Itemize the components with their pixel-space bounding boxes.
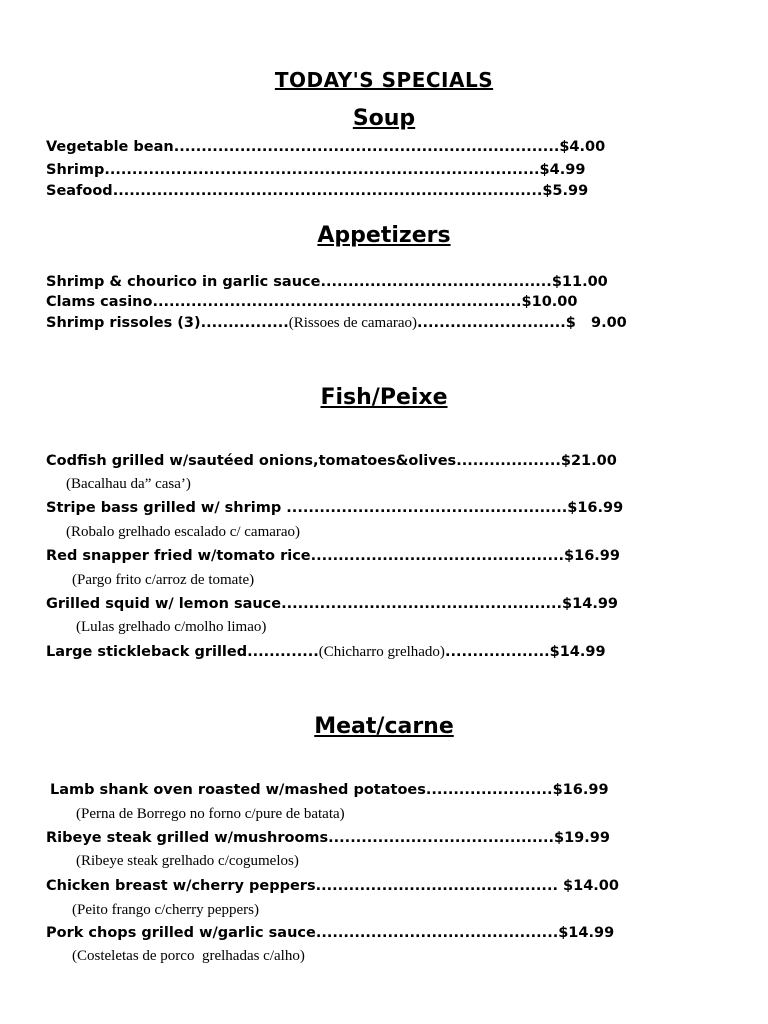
menu-item-stripe-bass (46, 498, 720, 518)
item-name: Shrimp (46, 162, 105, 178)
menu-item-shrimp (46, 160, 720, 180)
item-name: Lamb shank oven roasted w/mashed potatoes (50, 782, 426, 798)
item-name: Large stickleback grilled (46, 644, 248, 660)
item-price: $19.99 (554, 830, 610, 846)
item-price: $16.99 (564, 548, 620, 564)
item-translation-grilled-squid: (Lulas grelhado c/molho limao) (76, 619, 267, 635)
item-translation-red-snapper: (Pargo frito c/arroz de tomate) (72, 572, 255, 588)
section-heading-appetizers: Appetizers (317, 223, 451, 248)
item-name: Codfish grilled w/sautéed onions,tomatoes&olives (46, 453, 457, 469)
item-name: Red snapper fried w/tomato rice (46, 548, 311, 564)
item-price: $5.99 (542, 183, 589, 199)
item-name: Shrimp & chourico in garlic sauce (46, 274, 321, 290)
item-translation-chicken-breast: (Peito frango c/cherry peppers) (72, 902, 260, 918)
item-name: Stripe bass grilled w/ shrimp (46, 500, 287, 516)
item-price: $21.00 (560, 453, 617, 469)
menu-item-vegetable-bean (46, 137, 720, 157)
item-translation-lamb-shank: (Perna de Borrego no forno c/pure de batata) (76, 806, 345, 822)
item-name: Clams casino (46, 294, 153, 310)
item-translation: (Chicharro grelhado) (318, 644, 445, 660)
item-price: $14.99 (549, 644, 606, 660)
menu-item-chicken-breast (46, 876, 720, 896)
item-price: $14.00 (557, 878, 619, 894)
menu-item-large-stickleback (46, 642, 720, 662)
leader-dots: .............................................. (310, 548, 565, 564)
menu-item-shrimp-chourico (46, 272, 720, 292)
item-translation-ribeye-steak: (Ribeye steak grelhado c/cogumelos) (76, 853, 299, 869)
leader-dots: ......................................... (328, 830, 554, 846)
menu-item-ribeye-steak (46, 828, 720, 848)
item-price: $14.99 (562, 596, 619, 612)
leader-dots: ................... (444, 644, 550, 660)
item-name: Chicken breast w/cherry peppers (46, 878, 316, 894)
item-price: $11.00 (551, 274, 608, 290)
item-price: $14.99 (558, 925, 615, 941)
section-heading-fish: Fish/Peixe (320, 385, 448, 410)
item-name: Grilled squid w/ lemon sauce (46, 596, 282, 612)
item-translation-pork-chops: (Costeletas de porco grelhadas c/alho) (72, 948, 305, 964)
leader-dots: ................ (200, 315, 289, 331)
section-heading-meat: Meat/carne (314, 714, 454, 739)
menu-item-shrimp-rissoles (46, 313, 720, 333)
menu-item-grilled-squid (46, 594, 720, 614)
item-price: $16.99 (567, 500, 624, 516)
leader-dots: ....................... (425, 782, 553, 798)
menu-item-seafood (46, 181, 720, 201)
leader-dots: ................................................... (281, 596, 563, 612)
leader-dots: ................................................... (286, 500, 568, 516)
leader-dots: ........................... (417, 315, 566, 331)
menu-item-pork-chops (46, 923, 720, 943)
item-name: Ribeye steak grilled w/mushrooms (46, 830, 329, 846)
item-name: Seafood (46, 183, 113, 199)
item-translation-stripe-bass: (Robalo grelhado escalado c/ camarao) (66, 524, 301, 540)
leader-dots: ................................................................... (152, 294, 522, 310)
leader-dots: ................... (456, 453, 561, 469)
item-price: $16.99 (552, 782, 609, 798)
leader-dots: ...................................................................... (173, 139, 560, 155)
item-name: Vegetable bean (46, 139, 174, 155)
menu-item-codfish (46, 451, 720, 471)
menu-item-lamb-shank (50, 780, 724, 800)
item-translation: (Rissoes de camarao) (288, 315, 418, 331)
section-heading-soup: Soup (352, 106, 416, 131)
leader-dots: .............................................................................. (112, 183, 543, 199)
menu-item-red-snapper (46, 546, 720, 566)
item-price: $4.99 (539, 162, 586, 178)
leader-dots: ............................................ (315, 925, 559, 941)
item-price: $4.00 (559, 139, 606, 155)
item-price: $ 9.00 (565, 315, 627, 331)
leader-dots: ............................................ (315, 878, 558, 894)
leader-dots: ............. (247, 644, 319, 660)
item-price: $10.00 (521, 294, 578, 310)
item-name: Shrimp rissoles (3) (46, 315, 201, 331)
leader-dots: ............................................................................... (104, 162, 540, 178)
page-title: TODAY'S SPECIALS (274, 68, 494, 92)
item-translation-codfish: (Bacalhau da” casa’) (66, 476, 191, 492)
menu-item-clams-casino (46, 292, 720, 312)
leader-dots: .......................................... (320, 274, 552, 290)
item-name: Pork chops grilled w/garlic sauce (46, 925, 316, 941)
